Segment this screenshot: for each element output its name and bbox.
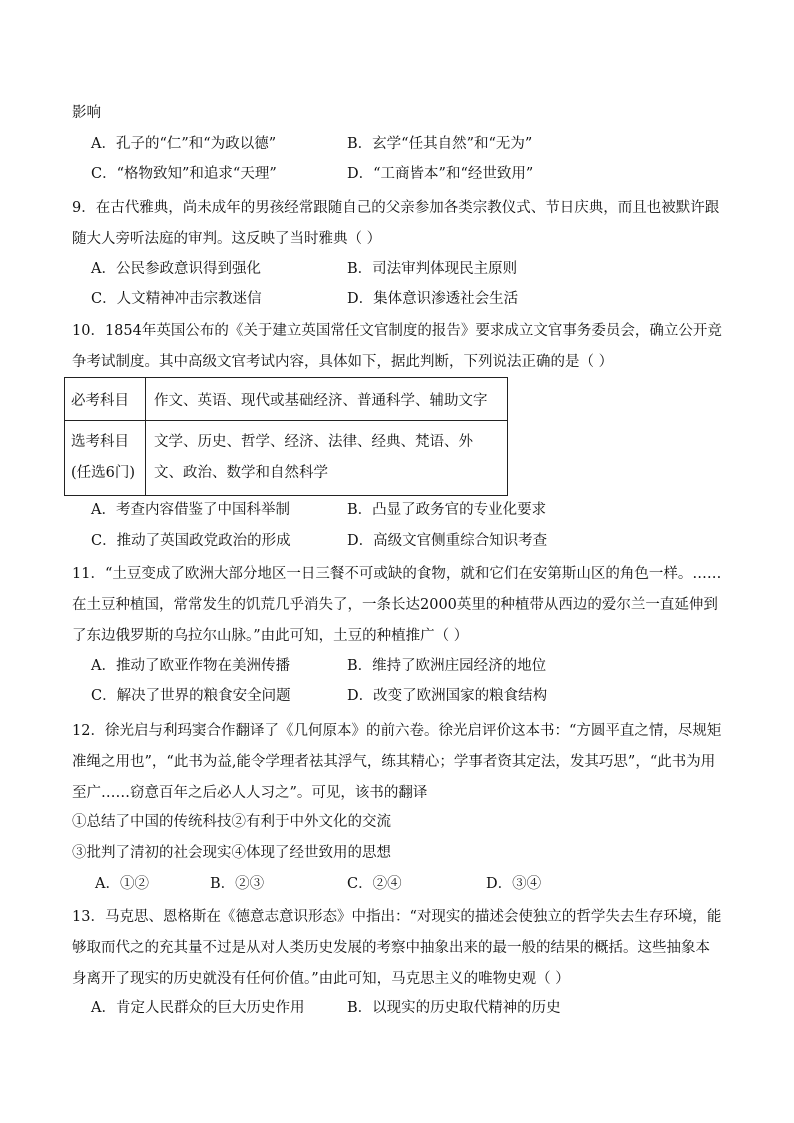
- table-row: [65, 421, 508, 496]
- q11-option-c: C．解决了世界的粮食安全问题: [91, 688, 291, 704]
- q10-option-b: B．凸显了政务官的专业化要求: [347, 502, 547, 518]
- q9-stem: 9．在古代雅典，尚未成年的男孩经常跟随自己的父亲参加各类宗教仪式、节日庆典，而且也被默许跟随大人旁听法庭的审判。这反映了当时雅典（ ）: [72, 200, 720, 247]
- q12-option-b: B．②③: [210, 876, 265, 892]
- table-cell-subject: 必考科目: [65, 378, 146, 421]
- subject-label: 选考科目: [71, 434, 129, 450]
- q11-option-a: A．推动了欧亚作物在美洲传播: [91, 658, 290, 674]
- q9-option-c: C．人文精神冲击宗教迷信: [91, 291, 262, 307]
- q8-option-c: C．“格物致知”和追求“天理”: [91, 166, 277, 182]
- q12-option-d: D．③④: [486, 876, 542, 892]
- table-row: [65, 378, 508, 421]
- q12-items-line2: ③批判了清初的社会现实④体现了经世致用的思想: [72, 845, 391, 861]
- table-cell-subject: [65, 421, 146, 496]
- q8-option-b: B．玄学“任其自然”和“无为”: [347, 136, 533, 152]
- exam-subject-table: [64, 377, 508, 496]
- q8-stem-tail: 影响: [72, 105, 101, 121]
- q10-option-c: C．推动了英国政党政治的形成: [91, 533, 291, 549]
- q11-stem: 11．“土豆变成了欧洲大部分地区一日三餐不可或缺的食物，就和它们在安第斯山区的角色一样。……在土豆种植国，常常发生的饥荒几乎消失了，一条长达2000英里的种植带从西边的爱尔兰一直延伸到了东边俄罗斯的乌拉尔山脉。”由此可知，土豆的种植推广（ ）: [72, 566, 722, 644]
- q12-items-line1: ①总结了中国的传统科技②有利于中外文化的交流: [72, 814, 391, 830]
- table-cell-content: 作文、英语、现代或基础经济、普通科学、辅助文字: [146, 378, 508, 421]
- q13-option-b: B．以现实的历史取代精神的历史: [347, 1000, 561, 1016]
- q8-option-d: D．“工商皆本”和“经世致用”: [347, 166, 534, 182]
- q12-option-c: C．②④: [347, 876, 402, 892]
- q9-option-b: B．司法审判体现民主原则: [347, 261, 518, 277]
- q9-option-a: A．公民参政意识得到强化: [91, 261, 261, 277]
- q10-stem: 10．1854年英国公布的《关于建立英国常任文官制度的报告》要求成立文官事务委员会，确立公开竞争考试制度。其中高级文官考试内容，具体如下，据此判断，下列说法正确的是（ ）: [72, 323, 722, 370]
- q13-option-a: A．肯定人民群众的巨大历史作用: [91, 1000, 305, 1016]
- q10-option-d: D．高级文官侧重综合知识考查: [347, 533, 548, 549]
- table-cell-content: 文学、历史、哲学、经济、法律、经典、梵语、外文、政治、数学和自然科学: [146, 421, 508, 496]
- subject-note: (任选6门): [71, 465, 136, 481]
- q10-option-a: A．考查内容借鉴了中国科举制: [91, 502, 290, 518]
- q9-option-d: D．集体意识渗透社会生活: [347, 291, 519, 307]
- q11-option-b: B．维持了欧洲庄园经济的地位: [347, 658, 547, 674]
- q8-option-a: A．孔子的“仁”和“为政以德”: [91, 136, 277, 152]
- q12-option-a: A．①②: [95, 876, 149, 892]
- q11-option-d: D．改变了欧洲国家的粮食结构: [347, 688, 548, 704]
- q13-stem: 13．马克思、恩格斯在《德意志意识形态》中指出：“对现实的描述会使独立的哲学失去生存环境，能够取而代之的充其量不过是从对人类历史发展的考察中抽象出来的最一般的结果的概括。这些抽象本身离开了现实的历史就没有任何价值。”由此可知，马克思主义的唯物史观（ ）: [72, 909, 722, 987]
- q12-stem: 12．徐光启与利玛窦合作翻译了《几何原本》的前六卷。徐光启评价这本书：“方圆平直之情，尽规矩准绳之用也”，“此书为益,能令学理者祛其浮气，练其精心；学事者资其定法，发其巧思”，“此书为用至广……窃意百年之后必人人习之”。可见，该书的翻译: [72, 723, 722, 801]
